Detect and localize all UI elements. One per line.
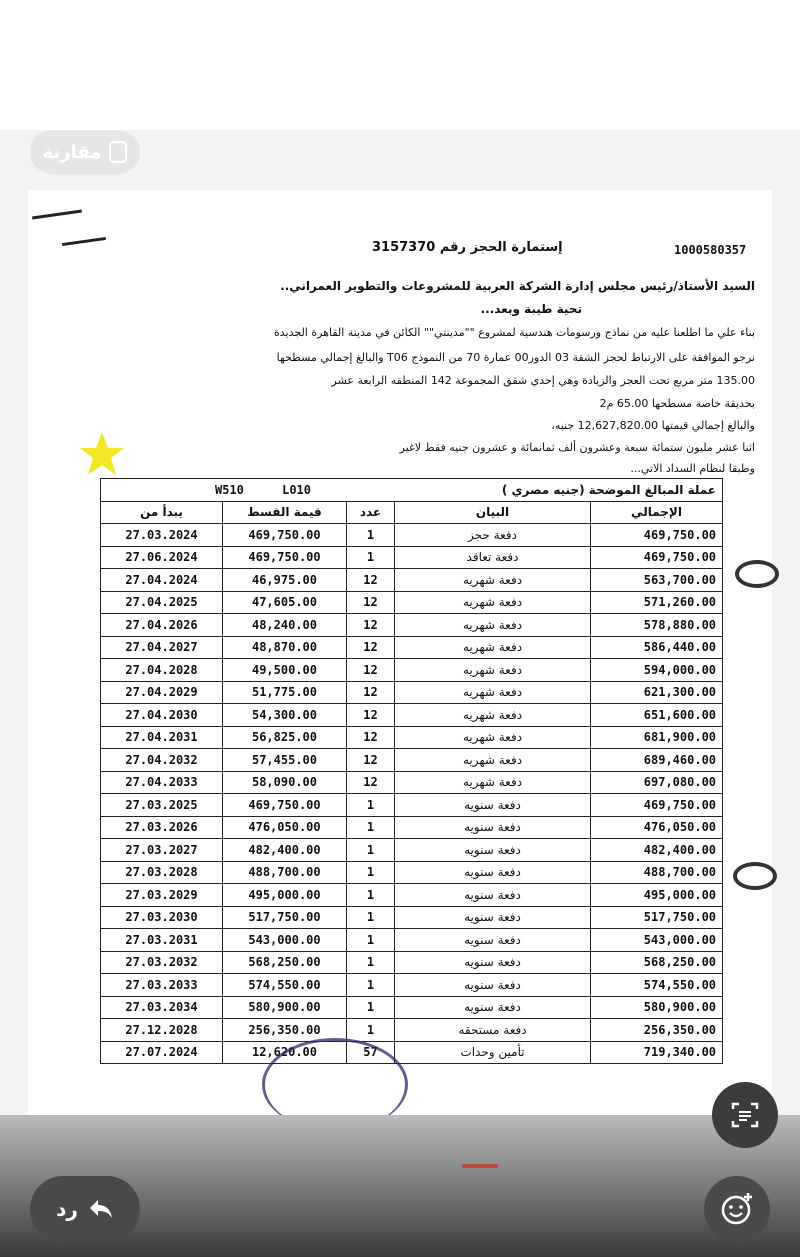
cell-installment: 46,975.00 bbox=[223, 569, 347, 592]
cell-installment: 517,750.00 bbox=[223, 906, 347, 929]
cell-count: 12 bbox=[347, 569, 395, 592]
cell-start: 27.04.2026 bbox=[101, 614, 223, 637]
cell-total: 469,750.00 bbox=[591, 794, 723, 817]
cell-count: 12 bbox=[347, 659, 395, 682]
code-l: L010 bbox=[282, 482, 311, 497]
document-title: إستمارة الحجز رقم 3157370 bbox=[372, 240, 563, 255]
cell-description: دفعة شهريه bbox=[395, 681, 591, 704]
table-row bbox=[101, 996, 723, 1019]
cell-description: دفعة سنويه bbox=[395, 951, 591, 974]
cell-count: 57 bbox=[347, 1041, 395, 1064]
payment-schedule-table bbox=[100, 478, 723, 1064]
cell-count: 1 bbox=[347, 884, 395, 907]
cell-installment: 568,250.00 bbox=[223, 951, 347, 974]
cell-start: 27.04.2025 bbox=[101, 591, 223, 614]
cell-count: 12 bbox=[347, 771, 395, 794]
header-start: يبدأ من bbox=[101, 501, 223, 524]
cell-start: 27.03.2032 bbox=[101, 951, 223, 974]
cell-description: دفعة شهريه bbox=[395, 659, 591, 682]
table-row bbox=[101, 704, 723, 727]
reply-arrow-icon bbox=[88, 1198, 114, 1220]
cell-start: 27.03.2028 bbox=[101, 861, 223, 884]
table-row bbox=[101, 1041, 723, 1064]
cell-total: 563,700.00 bbox=[591, 569, 723, 592]
table-row bbox=[101, 861, 723, 884]
cell-start: 27.03.2025 bbox=[101, 794, 223, 817]
cell-description: دفعة حجز bbox=[395, 524, 591, 547]
table-row bbox=[101, 839, 723, 862]
cell-start: 27.07.2024 bbox=[101, 1041, 223, 1064]
cell-count: 1 bbox=[347, 929, 395, 952]
header-total: الإجمالي bbox=[591, 501, 723, 524]
reply-button[interactable] bbox=[30, 1176, 140, 1242]
table-row bbox=[101, 681, 723, 704]
cell-installment: 469,750.00 bbox=[223, 546, 347, 569]
cell-total: 469,750.00 bbox=[591, 524, 723, 547]
cell-installment: 543,000.00 bbox=[223, 929, 347, 952]
cell-count: 1 bbox=[347, 861, 395, 884]
cell-total: 488,700.00 bbox=[591, 861, 723, 884]
table-row bbox=[101, 771, 723, 794]
cell-count: 1 bbox=[347, 906, 395, 929]
body-line: نرجو الموافقة على الارتباط لحجز الشقة 03 الدور00 عمارة 70 من النموذج T06 والبالغ إجمالي مسطحها bbox=[276, 351, 755, 364]
cell-count: 1 bbox=[347, 524, 395, 547]
cell-count: 1 bbox=[347, 1019, 395, 1042]
cell-start: 27.12.2028 bbox=[101, 1019, 223, 1042]
cell-installment: 476,050.00 bbox=[223, 816, 347, 839]
body-line: بناء علي ما اطلعنا عليه من نماذج ورسومات هندسية لمشروع ""مدينتي"" الكائن في مدينة القاهرة الجديدة bbox=[273, 326, 755, 339]
cell-installment: 495,000.00 bbox=[223, 884, 347, 907]
body-line: والبالغ إجمالي قيمتها 12,627,820.00 جنيه، bbox=[551, 419, 755, 432]
cell-installment: 580,900.00 bbox=[223, 996, 347, 1019]
compare-icon bbox=[109, 141, 127, 163]
table-row bbox=[101, 929, 723, 952]
cell-start: 27.03.2026 bbox=[101, 816, 223, 839]
cell-installment: 574,550.00 bbox=[223, 974, 347, 997]
table-row bbox=[101, 546, 723, 569]
cell-description: دفعة سنويه bbox=[395, 861, 591, 884]
cell-total: 621,300.00 bbox=[591, 681, 723, 704]
body-line: وطبقا لنظام السداد الاتي... bbox=[630, 462, 755, 475]
cell-count: 12 bbox=[347, 614, 395, 637]
cell-installment: 56,825.00 bbox=[223, 726, 347, 749]
cell-total: 476,050.00 bbox=[591, 816, 723, 839]
cell-description: دفعة شهريه bbox=[395, 569, 591, 592]
cell-description: تأمين وحدات bbox=[395, 1041, 591, 1064]
table-header-row bbox=[101, 501, 723, 524]
cell-total: 256,350.00 bbox=[591, 1019, 723, 1042]
cell-installment: 57,455.00 bbox=[223, 749, 347, 772]
compare-button[interactable] bbox=[30, 130, 140, 174]
cell-total: 594,000.00 bbox=[591, 659, 723, 682]
cell-total: 697,080.00 bbox=[591, 771, 723, 794]
cell-installment: 51,775.00 bbox=[223, 681, 347, 704]
page-mark bbox=[462, 1164, 498, 1168]
cell-start: 27.03.2024 bbox=[101, 524, 223, 547]
cell-count: 12 bbox=[347, 704, 395, 727]
header-count: عدد bbox=[347, 501, 395, 524]
cell-description: دفعة سنويه bbox=[395, 996, 591, 1019]
cell-description: دفعة شهريه bbox=[395, 636, 591, 659]
cell-start: 27.03.2029 bbox=[101, 884, 223, 907]
reply-label: رد bbox=[56, 1197, 78, 1221]
cell-description: دفعة سنويه bbox=[395, 816, 591, 839]
cell-count: 12 bbox=[347, 681, 395, 704]
cell-description: دفعة شهريه bbox=[395, 591, 591, 614]
table-row bbox=[101, 816, 723, 839]
table-row bbox=[101, 906, 723, 929]
cell-start: 27.03.2033 bbox=[101, 974, 223, 997]
cell-installment: 256,350.00 bbox=[223, 1019, 347, 1042]
cell-start: 27.04.2024 bbox=[101, 569, 223, 592]
cell-total: 586,440.00 bbox=[591, 636, 723, 659]
cell-description: دفعة سنويه bbox=[395, 906, 591, 929]
currency-label: عملة المبالغ الموضحة (جنيه مصري ) bbox=[347, 479, 723, 502]
cell-count: 12 bbox=[347, 749, 395, 772]
table-row bbox=[101, 749, 723, 772]
cell-count: 12 bbox=[347, 636, 395, 659]
header-installment: قيمة القسط bbox=[223, 501, 347, 524]
cell-description: دفعة شهريه bbox=[395, 726, 591, 749]
cell-count: 1 bbox=[347, 794, 395, 817]
cell-total: 495,000.00 bbox=[591, 884, 723, 907]
header-description: البيان bbox=[395, 501, 591, 524]
cell-start: 27.04.2030 bbox=[101, 704, 223, 727]
cell-installment: 48,240.00 bbox=[223, 614, 347, 637]
add-reaction-button[interactable] bbox=[704, 1176, 770, 1242]
cell-description: دفعة سنويه bbox=[395, 794, 591, 817]
cell-installment: 48,870.00 bbox=[223, 636, 347, 659]
cell-installment: 47,605.00 bbox=[223, 591, 347, 614]
cell-total: 681,900.00 bbox=[591, 726, 723, 749]
code-w: W510 bbox=[215, 482, 244, 497]
cell-description: دفعة شهريه bbox=[395, 749, 591, 772]
table-row bbox=[101, 569, 723, 592]
cell-description: دفعة سنويه bbox=[395, 839, 591, 862]
table-row bbox=[101, 636, 723, 659]
cell-start: 27.03.2030 bbox=[101, 906, 223, 929]
table-row bbox=[101, 726, 723, 749]
cell-installment: 482,400.00 bbox=[223, 839, 347, 862]
cell-installment: 488,700.00 bbox=[223, 861, 347, 884]
cell-start: 27.04.2032 bbox=[101, 749, 223, 772]
body-line: اثنا عشر مليون ستمائة سبعة وعشرون ألف ثمانمائة و عشرون جنيه فقط لاغير bbox=[399, 441, 755, 454]
table-row bbox=[101, 884, 723, 907]
table-row bbox=[101, 614, 723, 637]
cell-start: 27.04.2028 bbox=[101, 659, 223, 682]
cell-count: 1 bbox=[347, 816, 395, 839]
cell-total: 543,000.00 bbox=[591, 929, 723, 952]
cell-start: 27.03.2031 bbox=[101, 929, 223, 952]
cell-installment: 54,300.00 bbox=[223, 704, 347, 727]
cell-total: 517,750.00 bbox=[591, 906, 723, 929]
cell-start: 27.04.2031 bbox=[101, 726, 223, 749]
cell-installment: 469,750.00 bbox=[223, 524, 347, 547]
scan-text-button[interactable] bbox=[712, 1082, 778, 1148]
cell-installment: 58,090.00 bbox=[223, 771, 347, 794]
cell-description: دفعة سنويه bbox=[395, 974, 591, 997]
cell-count: 12 bbox=[347, 591, 395, 614]
staple-mark bbox=[733, 862, 777, 890]
cell-count: 1 bbox=[347, 951, 395, 974]
cell-total: 574,550.00 bbox=[591, 974, 723, 997]
table-row bbox=[101, 524, 723, 547]
cell-count: 1 bbox=[347, 974, 395, 997]
greeting-line: تحية طيبة وبعد... bbox=[480, 302, 582, 316]
cell-total: 580,900.00 bbox=[591, 996, 723, 1019]
cell-total: 571,260.00 bbox=[591, 591, 723, 614]
cell-description: دفعة شهريه bbox=[395, 614, 591, 637]
cell-count: 1 bbox=[347, 996, 395, 1019]
cell-description: دفعة تعاقد bbox=[395, 546, 591, 569]
table-row bbox=[101, 974, 723, 997]
cell-installment: 12,620.00 bbox=[223, 1041, 347, 1064]
cell-total: 482,400.00 bbox=[591, 839, 723, 862]
cell-installment: 469,750.00 bbox=[223, 794, 347, 817]
table-meta-row bbox=[101, 479, 723, 502]
cell-start: 27.04.2027 bbox=[101, 636, 223, 659]
table-row bbox=[101, 591, 723, 614]
document-number: 1000580357 bbox=[674, 243, 747, 257]
table-row bbox=[101, 1019, 723, 1042]
table-row bbox=[101, 951, 723, 974]
cell-start: 27.06.2024 bbox=[101, 546, 223, 569]
cell-start: 27.03.2027 bbox=[101, 839, 223, 862]
body-line: بحديقة خاصة مسطحها 65.00 م2 bbox=[599, 397, 755, 410]
cell-count: 1 bbox=[347, 839, 395, 862]
cell-total: 719,340.00 bbox=[591, 1041, 723, 1064]
emoji-plus-icon bbox=[719, 1191, 755, 1227]
cell-description: دفعة سنويه bbox=[395, 884, 591, 907]
cell-start: 27.03.2034 bbox=[101, 996, 223, 1019]
table-row bbox=[101, 794, 723, 817]
cell-description: دفعة شهريه bbox=[395, 704, 591, 727]
cell-total: 651,600.00 bbox=[591, 704, 723, 727]
cell-total: 469,750.00 bbox=[591, 546, 723, 569]
table-row bbox=[101, 659, 723, 682]
cell-total: 689,460.00 bbox=[591, 749, 723, 772]
cell-installment: 49,500.00 bbox=[223, 659, 347, 682]
cell-description: دفعة شهريه bbox=[395, 771, 591, 794]
cell-description: دفعة مستحقه bbox=[395, 1019, 591, 1042]
cell-total: 578,880.00 bbox=[591, 614, 723, 637]
cell-count: 1 bbox=[347, 546, 395, 569]
cell-description: دفعة سنويه bbox=[395, 929, 591, 952]
cell-start: 27.04.2033 bbox=[101, 771, 223, 794]
body-line: 135.00 متر مربع تحت العجز والزيادة وهي إحدي شقق المجموعة 142 المنطقه الرابعة عشر bbox=[331, 374, 755, 387]
addressee-line: السيد الأستاذ/رئيس مجلس إدارة الشركة العربية للمشروعات والتطوير العمراني.. bbox=[280, 279, 755, 293]
cell-start: 27.04.2029 bbox=[101, 681, 223, 704]
star-sticker bbox=[78, 430, 126, 478]
staple-mark bbox=[735, 560, 779, 588]
cell-count: 12 bbox=[347, 726, 395, 749]
scan-text-icon bbox=[730, 1100, 760, 1130]
cell-total: 568,250.00 bbox=[591, 951, 723, 974]
compare-label: مقارنة bbox=[42, 141, 102, 163]
